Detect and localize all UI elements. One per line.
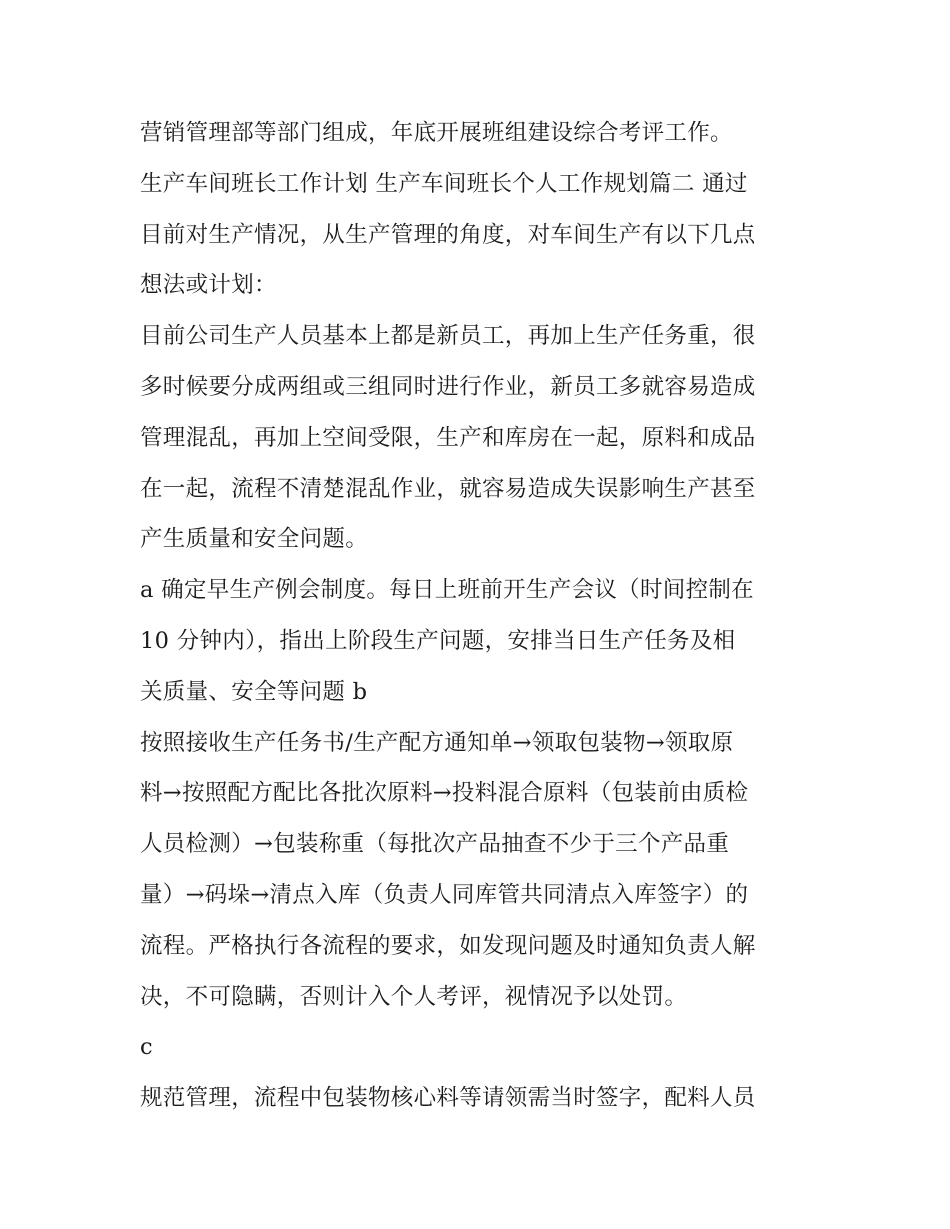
text-line-5: 目前公司生产人员基本上都是新员工，再加上生产任务重，很 xyxy=(140,323,756,350)
text-line-9: 产生质量和安全问题。 xyxy=(140,526,369,553)
text-line-12: 关质量、安全等问题 b xyxy=(140,678,368,705)
text-line-11: 10 分钟内），指出上阶段生产问题，安排当日生产任务及相 xyxy=(140,627,736,654)
document-body xyxy=(140,108,820,1124)
text-line-19: c xyxy=(140,1034,153,1061)
text-line-13: 按照接收生产任务书/生产配方通知单→领取包装物→领取原 xyxy=(140,729,734,756)
text-line-6: 多时候要分成两组或三组同时进行作业，新员工多就容易造成 xyxy=(140,373,756,400)
text-line-14: 料→按照配方配比各批次原料→投料混合原料（包装前由质检 xyxy=(140,780,749,807)
text-line-16: 量）→码垛→清点入库（负责人同库管共同清点入库签字）的 xyxy=(140,881,749,908)
text-line-7: 管理混乱，再加上空间受限，生产和库房在一起，原料和成品 xyxy=(140,424,756,451)
text-line-4: 想法或计划： xyxy=(140,272,277,299)
text-line-18: 决，不可隐瞒，否则计入个人考评，视情况予以处罚。 xyxy=(140,983,688,1010)
text-line-20: 规范管理，流程中包装物核心料等请领需当时签字，配料人员 xyxy=(140,1085,756,1112)
text-line-10: a 确定早生产例会制度。每日上班前开生产会议（时间控制在 xyxy=(140,577,754,604)
text-line-2: 生产车间班长工作计划 生产车间班长个人工作规划篇二 通过 xyxy=(140,170,748,197)
text-line-8: 在一起，流程不清楚混乱作业，就容易造成失误影响生产甚至 xyxy=(140,475,756,502)
text-line-17: 流程。严格执行各流程的要求，如发现问题及时通知负责人解 xyxy=(140,932,756,959)
text-line-3: 目前对生产情况，从生产管理的角度，对车间生产有以下几点 xyxy=(140,221,756,248)
text-line-15: 人员检测）→包装称重（每批次产品抽查不少于三个产品重 xyxy=(140,831,730,858)
text-line-1: 营销管理部等部门组成，年底开展班组建设综合考评工作。 xyxy=(140,120,733,146)
